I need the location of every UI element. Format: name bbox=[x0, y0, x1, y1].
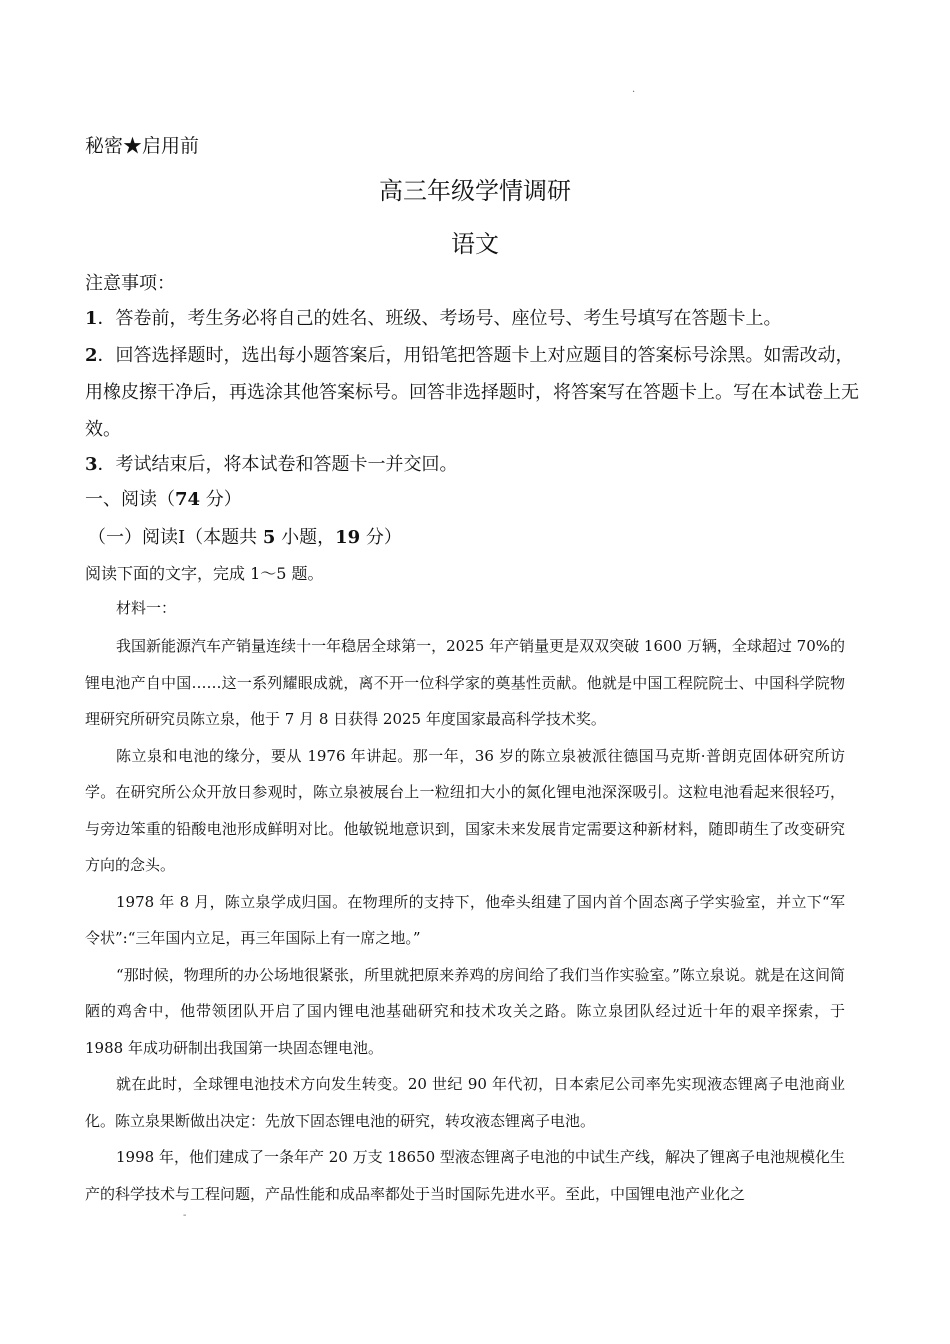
part-one-score: 74 bbox=[175, 489, 201, 510]
subject-title: 语文 bbox=[451, 230, 499, 258]
passage-paragraph: 1998 年，他们建成了一条年产 20 万支 18650 型液态锂离子电池的中试生产线，解决了锂离子电池规模化生产的科学技术与工程问题，产品性能和成品率都处于当时国际先进水平。至此，中国锂电池产业化之 bbox=[85, 1148, 845, 1203]
material-label: 材料一： bbox=[116, 599, 177, 617]
reading-one-prefix: （一）阅读Ⅰ（本题共 bbox=[88, 527, 263, 548]
part-one-suffix: 分） bbox=[200, 489, 242, 510]
reading-one-suffix: 分） bbox=[360, 527, 402, 548]
part-one-heading bbox=[85, 485, 242, 511]
part-one-prefix: 一、阅读（ bbox=[85, 489, 175, 510]
notice-item-2 bbox=[85, 337, 865, 448]
notice-item-3 bbox=[85, 446, 865, 483]
reading-one-count: 5 bbox=[262, 527, 276, 548]
passage-paragraph: 1978 年 8 月，陈立泉学成归国。在物理所的支持下，他牵头组建了国内首个固态离子学实验室，并立下“军令状”:“三年国内立足，再三年国际上有一席之地。” bbox=[85, 892, 845, 947]
reading-instruction: 阅读下面的文字，完成 1～5 题。 bbox=[85, 564, 324, 583]
reading-one-mid: 小题， bbox=[275, 527, 336, 548]
notice-item-number: 3 bbox=[85, 454, 98, 475]
notice-item-number: 2 bbox=[85, 345, 98, 366]
passage-paragraph: “那时候，物理所的办公场地很紧张，所里就把原来养鸡的房间给了我们当作实验室。”陈立泉说。就是在这间简陋的鸡舍中，他带领团队开启了国内锂电池基础研究和技术攻关之路。陈立泉团队经过近十年的艰辛探索，于 1988 年成功研制出我国第一块固态锂电池。 bbox=[85, 965, 845, 1057]
passage bbox=[85, 628, 845, 1212]
notice-item-1 bbox=[85, 300, 865, 337]
reading-one-score: 19 bbox=[335, 527, 361, 548]
notice-heading: 注意事项： bbox=[85, 273, 175, 294]
notice-item-text: ．回答选择题时，选出每小题答案后，用铅笔把答题卡上对应题目的答案标号涂黑。如需改动，用橡皮擦干净后，再选涂其他答案标号。回答非选择题时，将答案写在答题卡上。写在本试卷上无效。 bbox=[85, 345, 859, 440]
passage-paragraph: 陈立泉和电池的缘分，要从 1976 年讲起。那一年，36 岁的陈立泉被派往德国马克斯·普朗克固体研究所访学。在研究所公众开放日参观时，陈立泉被展台上一粒纽扣大小的氮化锂电池深深吸引。这粒电池看起来很轻巧，与旁边笨重的铅酸电池形成鲜明对比。他敏锐地意识到，国家未来发展肯定需要这种新材料，随即萌生了改变研究方向的念头。 bbox=[85, 746, 845, 874]
passage-paragraph: 我国新能源汽车产销量连续十一年稳居全球第一，2025 年产销量更是双双突破 1600 万辆，全球超过 70%的锂电池产自中国……这一系列耀眼成就，离不开一位科学家的奠基性贡献。他就是中国工程院院士、中国科学院物理研究所研究员陈立泉，他于 7 月 8 日获得 2025 年度国家最高科学技术奖。 bbox=[85, 637, 845, 728]
bottom-mark: - bbox=[183, 1210, 187, 1221]
notice-item-number: 1 bbox=[85, 308, 98, 329]
notice-item-text: ．考试结束后，将本试卷和答题卡一并交回。 bbox=[97, 454, 458, 475]
exam-title: 高三年级学情调研 bbox=[379, 177, 571, 205]
notice-item-text: ．答卷前，考生务必将自己的姓名、班级、考场号、座位号、考生号填写在答题卡上。 bbox=[97, 308, 782, 329]
passage-paragraph: 就在此时，全球锂电池技术方向发生转变。20 世纪 90 年代初，日本索尼公司率先实现液态锂离子电池商业化。陈立泉果断做出决定：先放下固态锂电池的研究，转攻液态锂离子电池。 bbox=[85, 1075, 845, 1130]
confidential-label: 秘密★启用前 bbox=[85, 135, 200, 157]
reading-one-heading bbox=[88, 523, 402, 549]
top-dot: . bbox=[632, 84, 636, 95]
